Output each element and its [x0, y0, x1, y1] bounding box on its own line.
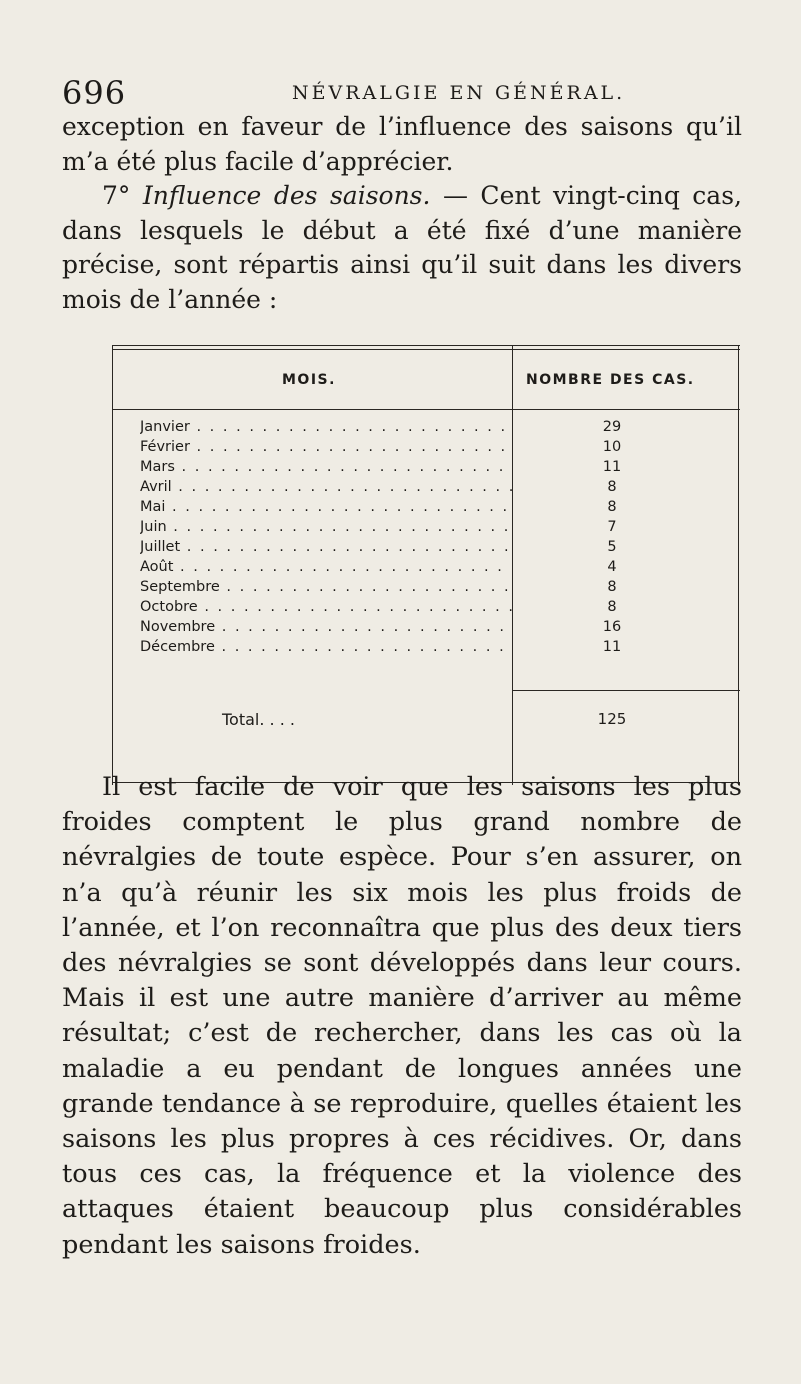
month-cell: Août . . .	[140, 559, 512, 575]
table-row	[112, 479, 740, 499]
month-cell: Juin . . .	[140, 519, 512, 535]
table-top-rule	[112, 345, 740, 346]
table-row	[112, 459, 740, 479]
table-row	[112, 559, 740, 579]
month-cell: Mai . . .	[140, 499, 512, 515]
count-cell: 8	[607, 599, 617, 615]
body-paragraph: Il est facile de voir que les saisons les plus froides comptent le plus grand nombre de névralgies de toute espèce. Pour s’en assurer, on n’a qu’à réunir les six mois les plus froids de l’année, et l’on reconnaîtra que plus des deux tiers des névralgies se sont développés dans leur cours. Mais il est une autre manière d’arriver au même résultat; c’est de rechercher, dans les cas où la maladie a eu pendant de longues années une grande tendance à se reproduire, quelles étaient les saisons les plus propres à ces récidives. Or, dans tous ces cas, la fréquence et la violence des attaques étaient beaucoup plus considérables pendant les saisons froides.	[62, 772, 742, 1260]
month-cell: Février . . .	[140, 439, 512, 455]
intro-text	[62, 110, 742, 317]
count-cell: 8	[607, 579, 617, 595]
month-cell: Juillet . . .	[140, 539, 512, 555]
section-text: — Cent vingt-cinq cas, dans lesquels le début a été fixé d’une manière précise, sont répartis ainsi qu’il suit dans les divers mois de l’année :	[62, 181, 742, 314]
intro-line: exception en faveur de l’influence des saisons qu’il m’a été plus facile d’apprécier.	[62, 112, 742, 176]
month-cell: Octobre . . .	[140, 599, 512, 615]
count-cell: 8	[607, 499, 617, 515]
table-header-rule	[112, 409, 740, 410]
table-row	[112, 599, 740, 619]
month-cell: Décembre . . .	[140, 639, 512, 655]
month-cell: Mars . . .	[140, 459, 512, 475]
page-number: 696	[62, 74, 127, 112]
count-cell: 5	[607, 539, 617, 555]
count-cell: 7	[607, 519, 617, 535]
table-row	[112, 619, 740, 639]
table-total-rule	[512, 690, 740, 691]
section-paragraph	[62, 179, 742, 317]
monthly-cases-table	[112, 345, 740, 785]
column-header-count: NOMBRE DES CAS.	[526, 372, 695, 388]
month-cell: Novembre . . .	[140, 619, 512, 635]
table-top-rule-inner	[112, 349, 740, 350]
table-row	[112, 579, 740, 599]
table-row	[112, 639, 740, 659]
month-cell: Janvier . . .	[140, 419, 512, 435]
count-cell: 10	[602, 439, 622, 455]
month-cell: Septembre . . .	[140, 579, 512, 595]
running-head: NÉVRALGIE EN GÉNÉRAL.	[292, 82, 626, 104]
month-cell: Avril . . .	[140, 479, 512, 495]
page-header	[62, 74, 702, 114]
section-title: Influence des saisons.	[142, 181, 431, 210]
count-cell: 11	[602, 459, 622, 475]
count-cell: 4	[607, 559, 617, 575]
count-cell: 29	[602, 419, 622, 435]
section-number: 7°	[102, 181, 131, 210]
total-value: 125	[597, 710, 627, 728]
table-row	[112, 419, 740, 439]
table-row	[112, 519, 740, 539]
count-cell: 11	[602, 639, 622, 655]
total-label: Total. . . .	[222, 710, 295, 729]
body-text	[62, 770, 742, 1263]
column-header-month: MOIS.	[282, 372, 336, 388]
table-row	[112, 439, 740, 459]
count-cell: 16	[602, 619, 622, 635]
table-row	[112, 539, 740, 559]
count-cell: 8	[607, 479, 617, 495]
table-row	[112, 499, 740, 519]
